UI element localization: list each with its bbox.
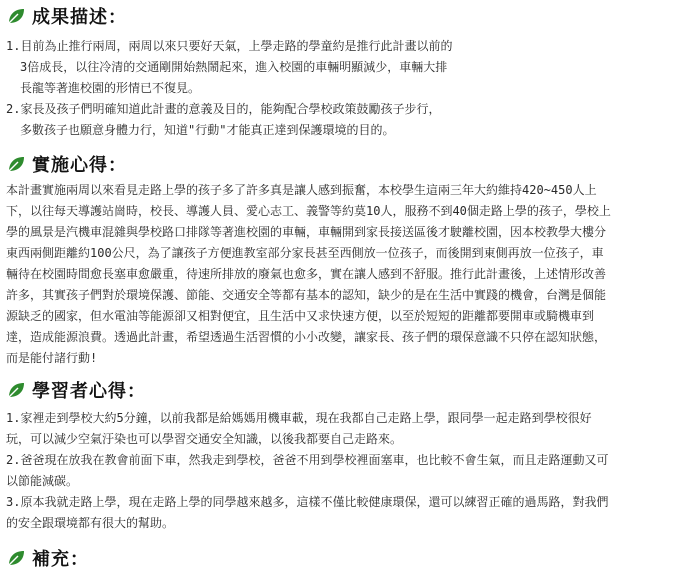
paragraph-line: 東西兩側距離約100公尺，為了讓孩子方便進教室部分家長甚至西側放一位孩子，而後開到東側再放一位孩子，車 xyxy=(6,246,604,260)
paragraph-line: 下，以往每天導護站崗時，校長、導護人員、愛心志工、義警等約莫10人，服務不到40個走路上學的孩子，學校上 xyxy=(6,204,611,218)
paragraph-line: 3.原本我就走路上學，現在走路上學的同學越來越多，這樣不僅比較健康環保，還可以練習正確的過馬路，對我們 xyxy=(6,495,609,509)
paragraph-line: 2.家長及孩子們明確知道此計畫的意義及目的，能夠配合學校政策鼓勵孩子步行， xyxy=(6,102,441,116)
section-body-learners xyxy=(6,408,688,534)
paragraph-line: 的安全跟環境都有很大的幫助。 xyxy=(6,516,175,530)
paragraph-line: 而是能付諸行動! xyxy=(6,351,98,365)
paragraph-line: 1.目前為止推行兩周，兩周以來只要好天氣，上學走路的學童約是推行此計畫以前的 xyxy=(6,39,453,53)
paragraph-line: 長龍等著進校園的形情已不復見。 xyxy=(20,81,201,95)
section-title-supplement: 補充： xyxy=(32,549,89,570)
paragraph-line: 1.家裡走到學校大約5分鐘，以前我都是給媽媽用機車載，現在我都自己走路上學，跟同學一起走路到學校很好 xyxy=(6,411,592,425)
section-body-results xyxy=(6,36,688,141)
paragraph-line: 達，造成能源浪費。透過此計畫，希望透過生活習慣的小小改變，讓家長、孩子們的環保意識不只停在認知狀態， xyxy=(6,330,607,344)
section-heading-implementation xyxy=(6,152,127,176)
paragraph-line: 多數孩子也願意身體力行，知道"行動"才能真正達到保護環境的目的。 xyxy=(20,123,395,137)
paragraph-line: 以節能減碳。 xyxy=(6,474,79,488)
section-title-results: 成果描述： xyxy=(32,7,127,28)
section-heading-learners xyxy=(6,378,146,402)
paragraph-line: 本計畫實施兩周以來看見走路上學的孩子多了許多真是讓人感到振奮，本校學生這兩三年大約維持420~450人上 xyxy=(6,183,597,197)
paragraph-line: 輛待在校園時間愈長塞車愈嚴重，待速所排放的廢氣也愈多，實在讓人感到不舒服。推行此計畫後，上述情形改善 xyxy=(6,267,607,281)
paragraph-line: 學的風景是汽機車混雜與學校路口排隊等著進校園的車輛，車輛開到家長接送區後才駛離校園，因本校教學大樓分 xyxy=(6,225,607,239)
paragraph-line: 源缺乏的國家，但水電油等能源卻又相對便宜，且生活中又求快速方便，以至於短短的距離都要開車或騎機車到 xyxy=(6,309,595,323)
leaf-icon xyxy=(6,380,26,400)
paragraph-line: 玩，可以減少空氣汙染也可以學習交通安全知識，以後我都要自己走路來。 xyxy=(6,432,403,446)
paragraph-line: 許多，其實孩子們對於環境保護、節能、交通安全等都有基本的認知，缺少的是在生活中實踐的機會，台灣是個能 xyxy=(6,288,607,302)
leaf-icon xyxy=(6,154,26,174)
section-body-implementation xyxy=(6,180,688,369)
leaf-icon xyxy=(6,548,26,568)
section-heading-results xyxy=(6,4,127,28)
leaf-icon xyxy=(6,6,26,26)
section-title-learners: 學習者心得： xyxy=(32,381,146,402)
section-title-implementation: 實施心得： xyxy=(32,155,127,176)
paragraph-line: 3倍成長，以往冷清的交通剛開始熱鬧起來，進入校園的車輛明顯減少，車輛大排 xyxy=(20,60,448,74)
section-heading-supplement xyxy=(6,546,89,570)
paragraph-line: 2.爸爸現在放我在教會前面下車，然我走到學校，爸爸不用到學校裡面塞車，也比較不會生氣，而且走路運動又可 xyxy=(6,453,609,467)
